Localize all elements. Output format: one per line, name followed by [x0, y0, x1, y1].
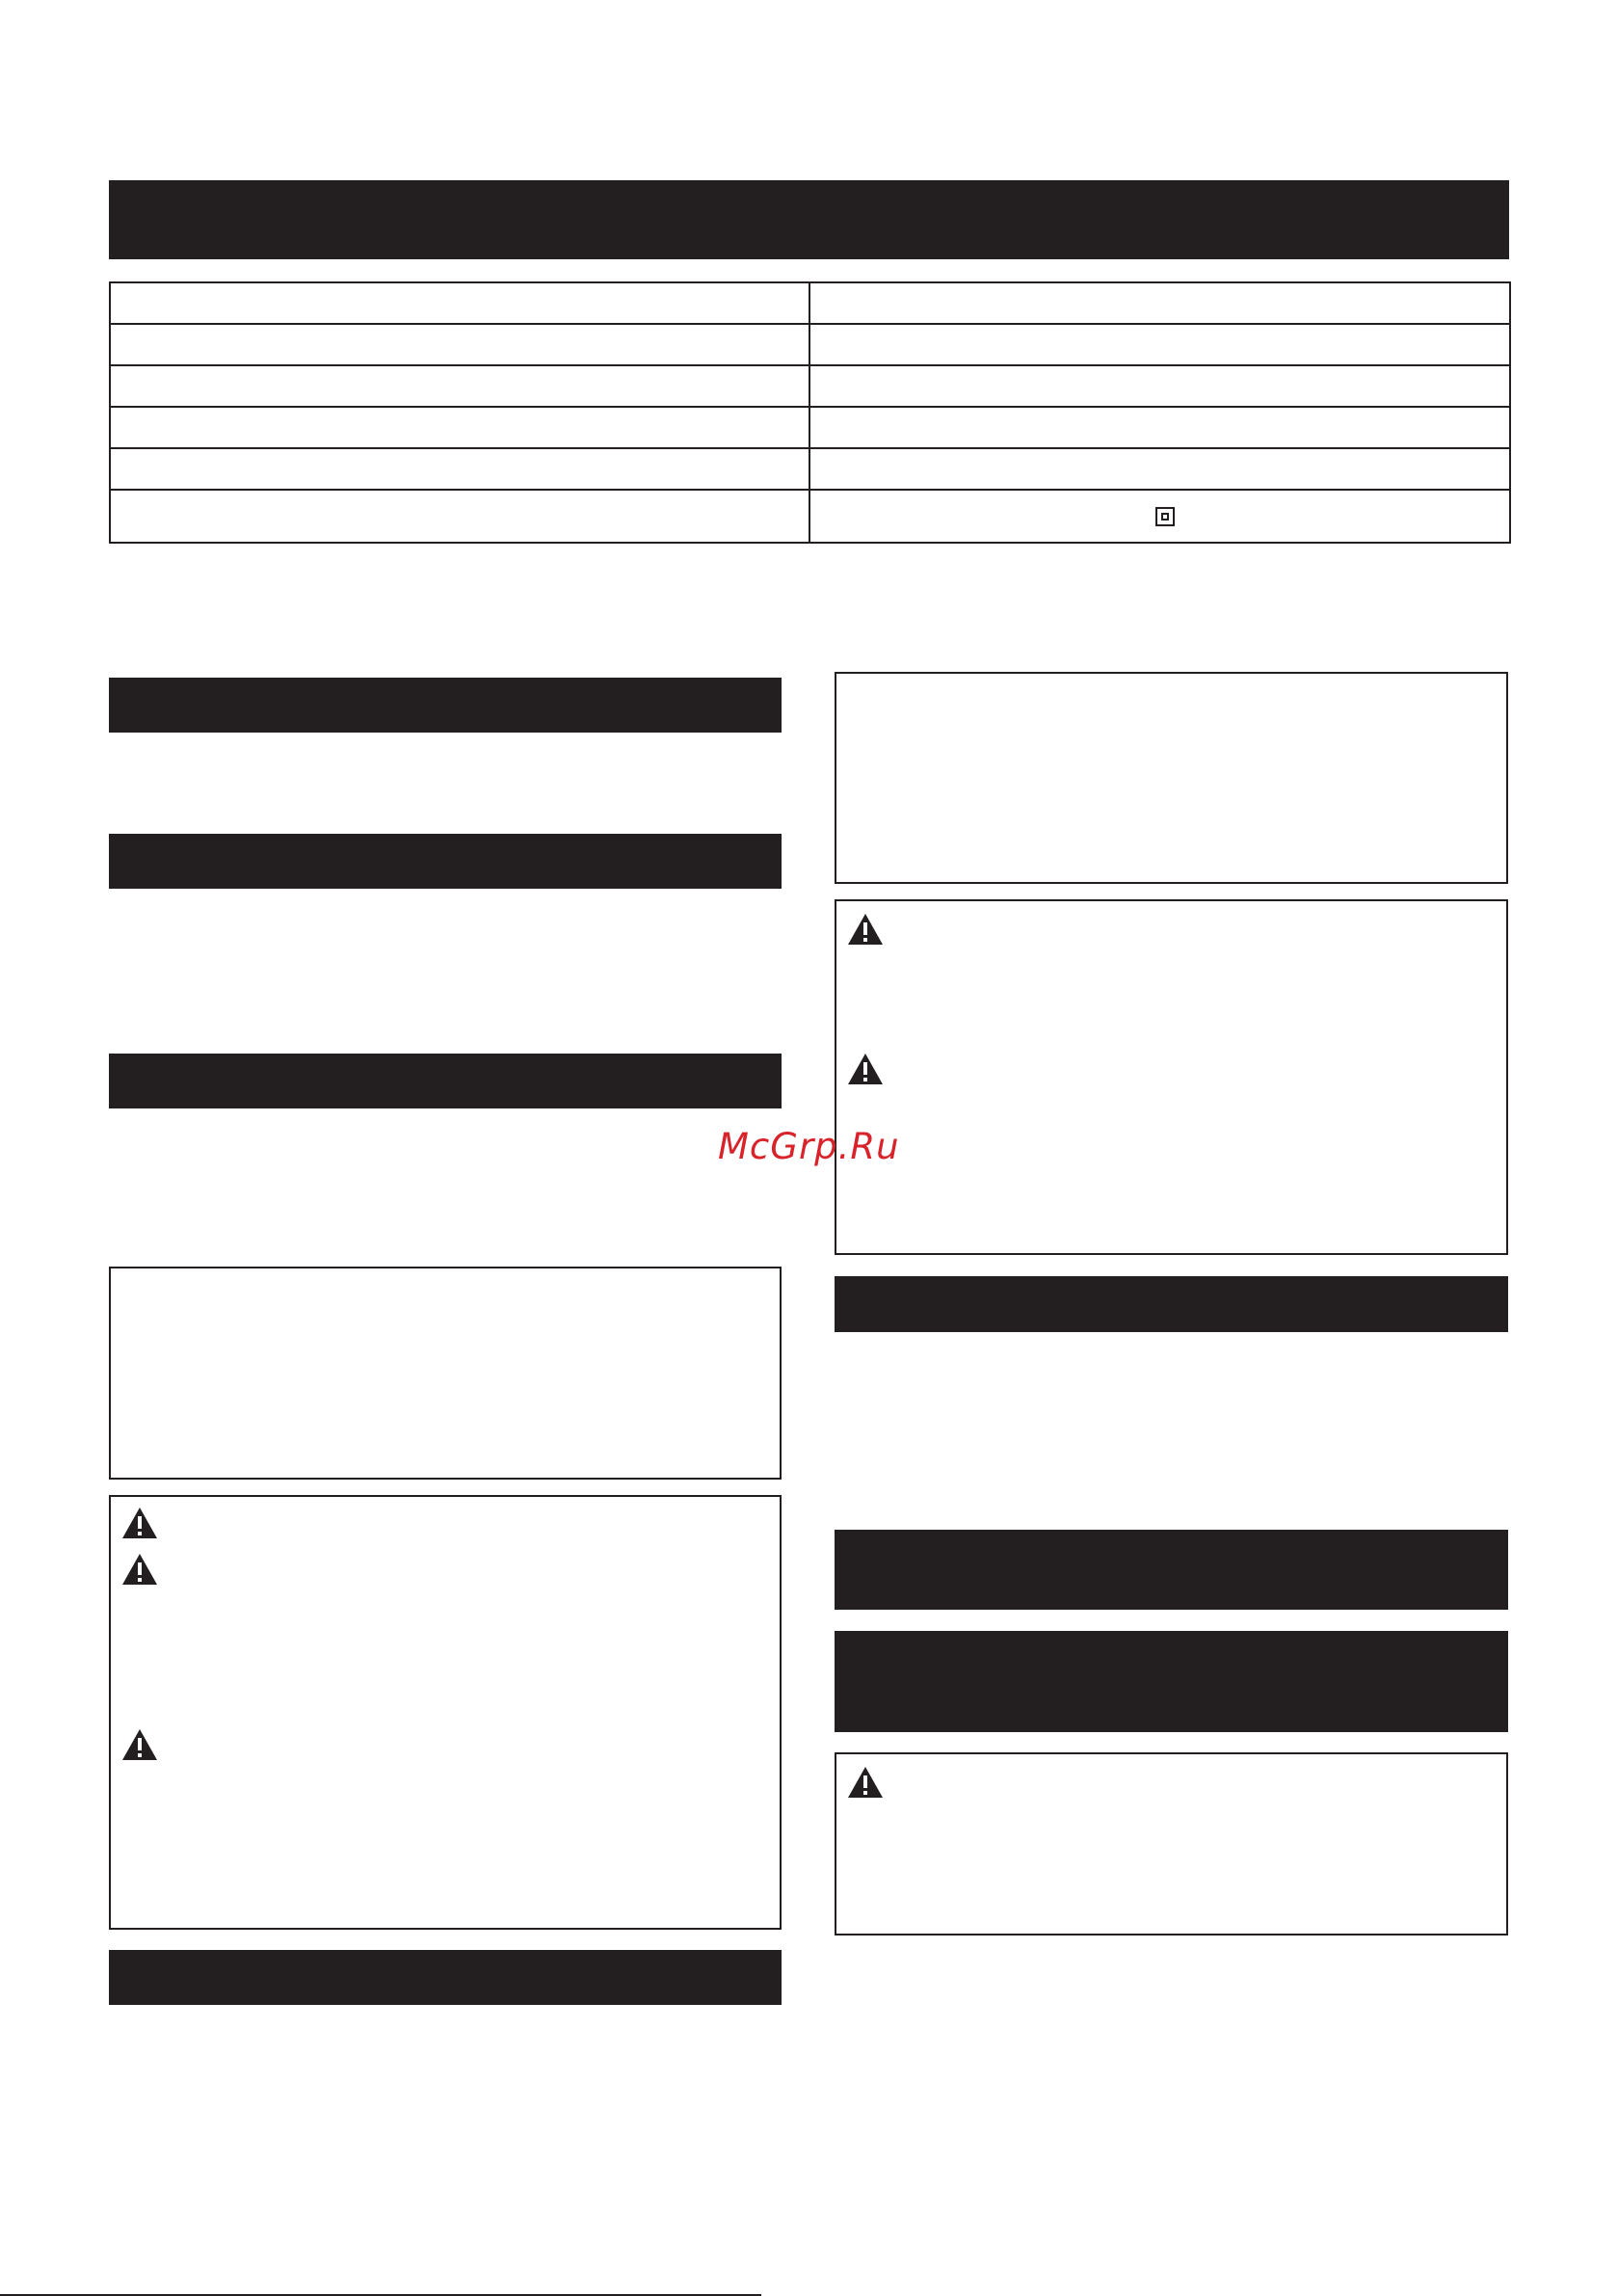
notice-box	[835, 672, 1508, 884]
warning-triangle-icon	[847, 913, 884, 946]
table-row	[110, 324, 1510, 365]
warning-triangle-icon	[847, 1766, 884, 1799]
section-header-bar	[109, 834, 782, 889]
warning-triangle-icon	[121, 1553, 158, 1586]
section-header-bar	[109, 1950, 782, 2005]
table-cell	[110, 324, 809, 365]
table-cell	[110, 407, 809, 448]
table-row	[110, 365, 1510, 407]
table-cell	[809, 365, 1510, 407]
table-cell	[809, 282, 1510, 324]
section-header-bar	[835, 1631, 1508, 1732]
section-header-bar	[835, 1276, 1508, 1332]
watermark-text: McGrp.Ru	[718, 1126, 900, 1167]
warning-box	[835, 899, 1508, 1255]
table-cell	[110, 365, 809, 407]
warning-triangle-icon	[121, 1728, 158, 1761]
section-header-bar	[109, 1054, 782, 1108]
warning-triangle-icon	[121, 1507, 158, 1539]
table-cell	[110, 448, 809, 490]
table-cell	[809, 490, 1510, 543]
specifications-header-bar	[109, 180, 1509, 259]
table-cell	[809, 324, 1510, 365]
warning-triangle-icon	[847, 1053, 884, 1085]
table-row	[110, 282, 1510, 324]
table-row	[110, 448, 1510, 490]
table-cell	[809, 407, 1510, 448]
notice-box	[109, 1267, 782, 1480]
table-cell	[809, 448, 1510, 490]
double-insulation-icon	[1155, 507, 1175, 526]
specifications-table	[109, 281, 1511, 544]
warning-box	[109, 1495, 782, 1930]
table-cell	[110, 490, 809, 543]
table-cell	[110, 282, 809, 324]
section-header-bar	[835, 1530, 1508, 1610]
table-row	[110, 490, 1510, 543]
warning-box	[835, 1752, 1508, 1936]
section-header-bar	[109, 678, 782, 733]
table-row	[110, 407, 1510, 448]
